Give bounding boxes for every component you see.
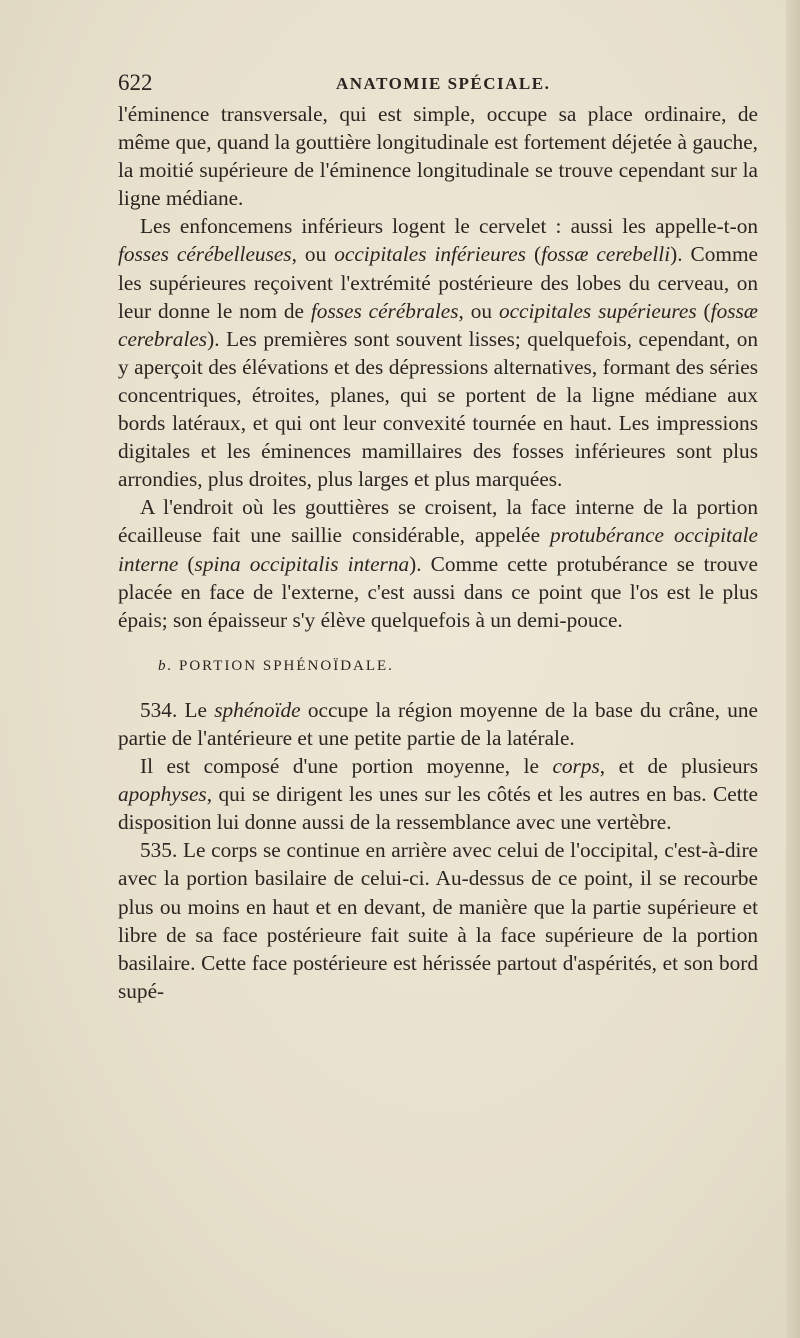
body-text (118, 100, 758, 1005)
text-run: ( (178, 551, 195, 576)
italic-term: protubérance occipitale interne (118, 523, 758, 576)
text-run: ( (696, 298, 711, 323)
text-run: A l'endroit où les gouttières se croisent, la face interne de la portion écailleuse fait une saillie considérable, appelée (118, 495, 758, 548)
text-run: ( (525, 242, 542, 267)
text-run: occupe la région moyenne de la base du crâne, une partie de l'antérieure et une petite partie de la latérale. (118, 697, 758, 750)
italic-term: corps (552, 754, 600, 779)
italic-term: occipitales inférieures (334, 242, 526, 267)
paragraph-5 (118, 752, 758, 836)
text-run: 534. Le (140, 697, 215, 722)
running-head: ANATOMIE SPÉCIALE. (336, 74, 551, 93)
italic-term: fosses cérébelleuses (118, 242, 292, 267)
page-number: 622 (118, 70, 153, 95)
italic-term: fosses cérébrales (310, 298, 459, 323)
text-run: ). Comme cette protubérance se trouve placée en face de l'externe, c'est aussi dans ce point que l'os est le plus épais; son épaisseur s'y élève quelquefois à un demi-pouce. (118, 551, 759, 632)
italic-latin-term: fossæ cerebelli (541, 242, 671, 267)
section-letter: b. (158, 657, 174, 674)
text-run: Il est composé d'une portion moyenne, le (140, 754, 553, 779)
section-heading (118, 652, 758, 680)
page-header (118, 70, 758, 104)
italic-term: occipitales supérieures (498, 298, 697, 323)
text-run: , et de plusieurs (599, 754, 759, 779)
text-run: ). Les premières sont souvent lisses; quelquefois, cependant, on y aperçoit des élévations et des dépressions alternatives, formant des séries concentriques, étroites, planes, qui se portent de la ligne médiane aux bords latéraux, et qui ont leur convexité tournée en haut. Les impressions digitales et les éminences mamillaires des fosses inférieures sont plus arrondies, plus droites, plus larges et plus marquées. (118, 326, 758, 492)
italic-term: sphénoïde (214, 697, 301, 722)
text-run: , ou (458, 298, 499, 323)
paragraph-534 (118, 696, 758, 752)
page-edge (786, 0, 800, 1338)
paragraph-2 (118, 212, 758, 493)
italic-latin-term: spina occipitalis interna (194, 551, 410, 576)
italic-latin-term: fossæ cerebrales (118, 298, 759, 351)
text-run: , ou (291, 242, 335, 267)
text-run: Les enfoncemens inférieurs logent le cervelet : aussi les appelle-t-on (140, 214, 758, 239)
paragraph-1: l'éminence transversale, qui est simple, occupe sa place ordinaire, de même que, quand la gouttière longitudinale est fortement déjetée à gauche, la moitié supérieure de l'éminence longitudinale se trouve cependant sur la ligne médiane. (118, 102, 758, 211)
paragraph-535: 535. Le corps se continue en arrière avec celui de l'occipital, c'est-à-dire avec la portion basilaire de celui-ci. Au-dessus de ce point, il se recourbe plus ou moins en haut et en devant, de manière que la partie supérieure et libre de sa face postérieure fait suite à la face supérieure de la portion basilaire. Cette face postérieure est hérissée partout d'aspérités, et son bord supé- (118, 838, 758, 1003)
text-run: , qui se dirigent les unes sur les côtés et les autres en bas. Cette disposition lui donne aussi de la ressemblance avec une vertèbre. (118, 782, 758, 835)
italic-term: apophyses (118, 782, 207, 807)
text-run: ). Comme les supérieures reçoivent l'extrémité postérieure des lobes du cerveau, on leur donne le nom de (118, 242, 758, 323)
section-title: PORTION SPHÉNOÏDALE. (179, 657, 394, 674)
paragraph-3 (118, 493, 758, 633)
